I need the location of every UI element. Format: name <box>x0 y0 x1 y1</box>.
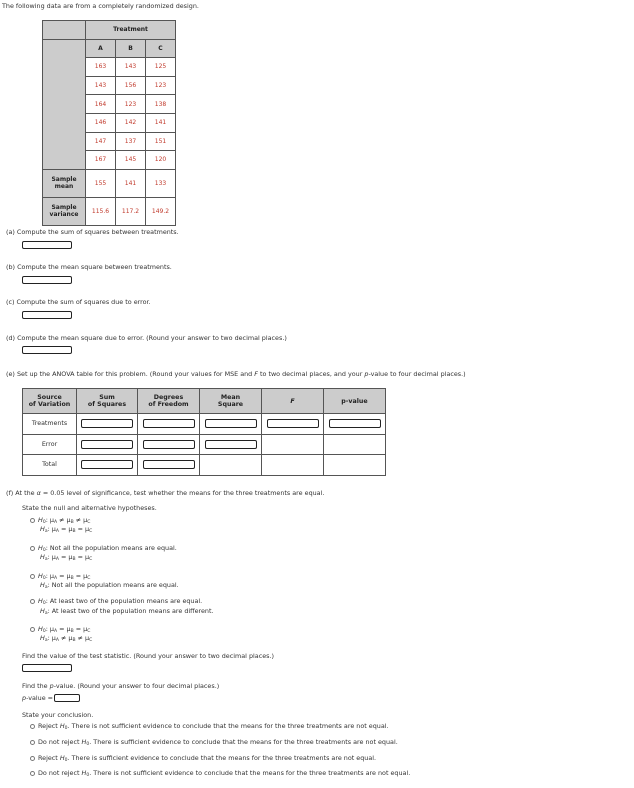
anova-row-treatments <box>23 414 386 435</box>
sample-variance-label <box>43 197 86 225</box>
mu: μ <box>49 516 54 524</box>
colon: : <box>45 572 48 580</box>
col-header-c: C <box>146 39 176 58</box>
cell: 120 <box>146 151 176 170</box>
sub-c: C <box>87 520 91 525</box>
colon: : <box>47 634 50 642</box>
hypotheses-prompt: State the null and alternative hypotheses. <box>22 504 157 512</box>
anova-table <box>22 388 386 476</box>
sample-variance-label-2: variance <box>49 211 79 219</box>
cell <box>138 455 200 476</box>
alpha-symbol: α <box>36 489 41 497</box>
conclusion-post: . There is not sufficient evidence to conclude that the means for the three treatments are not equal. <box>89 769 411 777</box>
cell <box>324 455 386 476</box>
sub-a: A <box>55 557 59 562</box>
h-symbol: H <box>38 516 43 524</box>
sub-a: A <box>53 576 58 581</box>
h-symbol: H <box>40 634 45 642</box>
cell: 141 <box>146 113 176 132</box>
pvalue-label-rest: -value = <box>26 694 54 702</box>
radio-button[interactable] <box>30 599 35 604</box>
sub-c: C <box>87 629 91 634</box>
sample-mean-a: 155 <box>86 169 116 197</box>
cell <box>200 455 262 476</box>
anova-row-total <box>23 455 386 476</box>
cell <box>324 414 386 435</box>
conclusion-option-3[interactable] <box>30 754 376 763</box>
eq: = <box>59 625 65 633</box>
anova-label-error: Error <box>23 434 77 455</box>
sub-0: 0 <box>42 520 46 525</box>
cell <box>138 414 200 435</box>
mu: μ <box>66 625 71 633</box>
sub-c: C <box>89 557 93 562</box>
hdr-source-1: Source <box>37 394 62 401</box>
conclusion-pre: Reject <box>38 754 60 762</box>
mu: μ <box>68 525 73 533</box>
cell: 123 <box>116 95 146 114</box>
cell: 143 <box>86 76 116 95</box>
data-table <box>42 20 176 226</box>
two-different-text: At least two of the population means are different. <box>51 607 214 615</box>
anova-row-error <box>23 434 386 455</box>
pvalue-prompt-pre: Find the <box>22 682 50 690</box>
sub-b: B <box>70 629 74 634</box>
cell: 167 <box>86 151 116 170</box>
h-symbol: H <box>40 525 45 533</box>
sample-variance-b: 117.2 <box>116 197 146 225</box>
conclusion-option-1[interactable] <box>30 722 389 731</box>
mu: μ <box>51 553 56 561</box>
cell <box>324 434 386 455</box>
part-b-text: (b) Compute the mean square between treatments. <box>6 263 172 271</box>
col-header-b: B <box>116 39 146 58</box>
part-e-mid: to two decimal places, and your <box>257 370 365 378</box>
radio-button[interactable] <box>30 740 35 745</box>
sub-c: C <box>89 529 93 534</box>
ss-treatments-input[interactable] <box>22 241 72 249</box>
mu: μ <box>66 516 71 524</box>
sub-a-alt: a <box>44 611 48 616</box>
h-symbol: H <box>38 572 43 580</box>
cell: 145 <box>116 151 146 170</box>
hdr-df-2: of Freedom <box>148 401 189 408</box>
radio-button[interactable] <box>30 546 35 551</box>
anova-header-source <box>23 389 77 414</box>
corner-cell <box>43 21 86 40</box>
h-symbol: H <box>81 738 87 746</box>
colon: : <box>47 525 50 533</box>
eq: = <box>77 553 83 561</box>
cell: 156 <box>116 76 146 95</box>
mu: μ <box>83 572 88 580</box>
radio-button[interactable] <box>30 771 35 776</box>
mu: μ <box>68 553 73 561</box>
colon: : <box>45 544 48 552</box>
mu: μ <box>83 516 88 524</box>
two-equal-text: At least two of the population means are equal. <box>49 597 203 605</box>
sample-mean-c: 133 <box>146 169 176 197</box>
cell <box>138 434 200 455</box>
anova-header-ss <box>77 389 138 414</box>
conclusion-prompt: State your conclusion. <box>22 711 94 719</box>
cell: 163 <box>86 58 116 77</box>
h-symbol: H <box>59 754 65 762</box>
eq: = <box>75 572 82 580</box>
hdr-ss-1: Sum <box>99 394 115 401</box>
hypothesis-option-5[interactable] <box>30 625 90 634</box>
sub-0: 0 <box>42 576 46 581</box>
cell <box>200 414 262 435</box>
cell <box>77 414 138 435</box>
neq: ≠ <box>77 634 83 642</box>
part-e-f: F <box>254 370 258 378</box>
sub-a-alt: a <box>44 529 48 534</box>
col-header-a: A <box>86 39 116 58</box>
cell: 164 <box>86 95 116 114</box>
hypothesis-option-4-ha <box>40 607 214 616</box>
cell <box>262 434 324 455</box>
hypothesis-option-3-ha <box>40 581 179 590</box>
hypothesis-option-1-ha <box>40 525 92 534</box>
eq: = <box>59 572 65 580</box>
blank-label-cell <box>43 39 86 169</box>
sub-0: 0 <box>86 773 90 778</box>
treatments-ss-input[interactable] <box>81 419 133 428</box>
sub-a-alt: a <box>44 557 48 562</box>
anova-header-pvalue: p-value <box>324 389 386 414</box>
part-e-post: -value to four decimal places.) <box>368 370 466 378</box>
eq: = <box>77 525 83 533</box>
conclusion-pre: Reject <box>38 722 60 730</box>
pvalue-table-input[interactable] <box>329 419 381 428</box>
radio-button[interactable] <box>30 627 35 632</box>
treatments-ms-input[interactable] <box>205 419 257 428</box>
colon: : <box>47 607 50 615</box>
cell: 146 <box>86 113 116 132</box>
h-symbol: H <box>38 625 43 633</box>
sub-c: C <box>87 576 91 581</box>
h-symbol: H <box>59 722 65 730</box>
conclusion-pre: Do not reject <box>38 738 82 746</box>
test-stat-prompt: Find the value of the test statistic. (Round your answer to two decimal places.) <box>22 652 275 660</box>
sample-variance-label-1: Sample <box>51 204 77 212</box>
cell: 142 <box>116 113 146 132</box>
h-symbol: H <box>38 597 43 605</box>
hypothesis-option-1[interactable] <box>30 516 90 525</box>
radio-button[interactable] <box>30 518 35 523</box>
mu: μ <box>85 525 90 533</box>
f-stat-input[interactable] <box>267 419 319 428</box>
h-symbol: H <box>40 553 45 561</box>
sub-b: B <box>70 576 74 581</box>
part-f-pre: (f) At the <box>6 489 37 497</box>
sub-a: A <box>53 629 58 634</box>
total-df-input[interactable] <box>143 460 195 469</box>
hdr-source-2: of Variation <box>28 401 71 408</box>
part-d-text: (d) Compute the mean square due to error. (Round your answer to two decimal places.) <box>6 334 287 342</box>
colon: : <box>45 516 48 524</box>
hypothesis-option-2[interactable] <box>30 544 177 553</box>
hypothesis-option-5-ha <box>40 634 92 643</box>
sub-a-alt: a <box>44 638 48 643</box>
sse-input[interactable] <box>22 311 72 319</box>
mu: μ <box>83 625 88 633</box>
cell <box>200 434 262 455</box>
sample-mean-label-2: mean <box>54 183 74 191</box>
treatment-header: Treatment <box>86 21 176 40</box>
h-symbol: H <box>38 544 43 552</box>
pvalue-prompt-p: p <box>49 682 54 690</box>
neq: ≠ <box>59 516 65 524</box>
anova-header-f: F <box>262 389 324 414</box>
part-f-post: = 0.05 level of significance, test whether the means for the three treatments are equal. <box>40 489 325 497</box>
intro-text: The following data are from a completely randomized design. <box>2 2 199 10</box>
mu: μ <box>68 634 73 642</box>
sample-variance-c: 149.2 <box>146 197 176 225</box>
hdr-ms-1: Mean <box>220 394 241 401</box>
conclusion-post: . There is sufficient evidence to conclude that the means for the three treatments are not equal. <box>67 754 377 762</box>
mu: μ <box>85 634 90 642</box>
sub-0: 0 <box>42 629 46 634</box>
ms-treatments-input[interactable] <box>22 276 72 284</box>
hdr-ss-2: of Squares <box>87 401 127 408</box>
cell: 147 <box>86 132 116 151</box>
anova-label-total: Total <box>23 455 77 476</box>
sample-mean-label-1: Sample <box>51 176 77 184</box>
colon: : <box>47 553 50 561</box>
sub-0: 0 <box>86 742 90 747</box>
mu: μ <box>49 625 54 633</box>
sub-0: 0 <box>42 601 46 606</box>
conclusion-post: . There is not sufficient evidence to conclude that the means for the three treatments are not equal. <box>67 722 389 730</box>
cell <box>262 414 324 435</box>
cell <box>77 434 138 455</box>
not-all-equal-text: Not all the population means are equal. <box>49 544 177 552</box>
part-f-text <box>6 489 324 497</box>
conclusion-post: . There is sufficient evidence to conclude that the means for the three treatments are not equal. <box>89 738 398 746</box>
radio-button[interactable] <box>30 756 35 761</box>
pvalue-prompt-post: -value. (Round your answer to four decimal places.) <box>53 682 220 690</box>
pvalue-input[interactable] <box>54 694 80 702</box>
pvalue-label <box>22 694 53 702</box>
sub-0: 0 <box>42 548 46 553</box>
neq: ≠ <box>75 516 82 524</box>
sub-0: 0 <box>64 726 68 731</box>
sub-b: B <box>72 529 76 534</box>
part-a-text: (a) Compute the sum of squares between treatments. <box>6 228 179 236</box>
conclusion-option-2[interactable] <box>30 738 398 747</box>
mu: μ <box>51 634 56 642</box>
neq: ≠ <box>61 634 67 642</box>
cell <box>262 455 324 476</box>
sub-b: B <box>72 638 76 643</box>
cell: 123 <box>146 76 176 95</box>
pvalue-label-p: p <box>22 694 27 702</box>
cell <box>77 455 138 476</box>
mu: μ <box>85 553 90 561</box>
radio-button[interactable] <box>30 574 35 579</box>
mu: μ <box>49 572 54 580</box>
mu: μ <box>51 525 56 533</box>
sub-0: 0 <box>64 758 68 763</box>
part-e-pre: (e) Set up the ANOVA table for this problem. (Round your values for MSE and <box>6 370 255 378</box>
h-symbol: H <box>40 607 45 615</box>
eq: = <box>61 553 67 561</box>
cell: 143 <box>116 58 146 77</box>
hypothesis-option-2-ha <box>40 553 92 562</box>
cell: 151 <box>146 132 176 151</box>
part-e-p: p <box>364 370 369 378</box>
colon: : <box>45 597 48 605</box>
sample-variance-a: 115.6 <box>86 197 116 225</box>
h-symbol: H <box>81 769 87 777</box>
anova-header-df <box>138 389 200 414</box>
sub-a: A <box>53 520 58 525</box>
sub-a-alt: a <box>44 585 48 590</box>
hdr-df-1: Degrees <box>153 394 184 401</box>
sub-c: C <box>89 638 93 643</box>
total-ss-input[interactable] <box>81 460 133 469</box>
treatments-df-input[interactable] <box>143 419 195 428</box>
eq: = <box>61 525 67 533</box>
eq: = <box>75 625 82 633</box>
mse-input[interactable] <box>22 346 72 354</box>
test-stat-input[interactable] <box>22 664 72 672</box>
part-c-text: (c) Compute the sum of squares due to error. <box>6 298 151 306</box>
h-symbol: H <box>40 581 45 589</box>
conclusion-option-4[interactable] <box>30 769 410 778</box>
radio-button[interactable] <box>30 724 35 729</box>
hypothesis-option-3[interactable] <box>30 572 90 581</box>
pvalue-prompt <box>22 682 219 690</box>
hypothesis-option-4[interactable] <box>30 597 202 606</box>
cell: 138 <box>146 95 176 114</box>
part-e-text <box>6 370 466 378</box>
sample-mean-b: 141 <box>116 169 146 197</box>
colon: : <box>45 625 48 633</box>
sub-a: A <box>55 529 59 534</box>
error-df-input[interactable] <box>143 440 195 449</box>
hdr-ms-2: Square <box>217 401 244 408</box>
colon: : <box>47 581 50 589</box>
conclusion-pre: Do not reject <box>38 769 82 777</box>
error-ss-input[interactable] <box>81 440 133 449</box>
sub-b: B <box>72 557 76 562</box>
anova-header-ms <box>200 389 262 414</box>
sample-mean-label <box>43 169 86 197</box>
cell: 125 <box>146 58 176 77</box>
mu: μ <box>66 572 71 580</box>
error-ms-input[interactable] <box>205 440 257 449</box>
cell: 137 <box>116 132 146 151</box>
sub-b: B <box>70 520 74 525</box>
anova-label-treatments: Treatments <box>23 414 77 435</box>
sub-a: A <box>55 638 59 643</box>
not-all-equal-text: Not all the population means are equal. <box>51 581 179 589</box>
